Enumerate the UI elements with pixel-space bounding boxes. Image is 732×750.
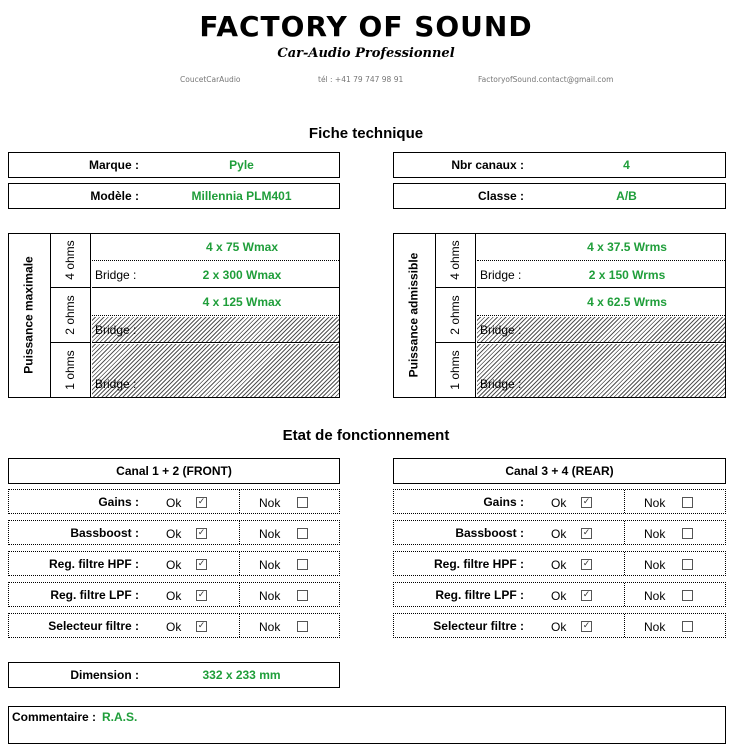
front-ok-checkbox[interactable]: ✓: [197, 559, 206, 569]
classe-value: A/B: [616, 189, 637, 203]
front-nok-label: Nok: [259, 496, 281, 510]
power-max-ohm-column: [51, 234, 91, 397]
power-max-row-4b: [92, 262, 339, 288]
rear-ok-label: Ok: [551, 558, 567, 572]
front-status-label: Selecteur filtre :: [48, 619, 139, 633]
front-status-divider: [239, 521, 240, 544]
front-status-divider: [239, 614, 240, 637]
dimension-box: [8, 662, 340, 688]
commentaire-box[interactable]: [8, 706, 726, 744]
rear-ok-checkbox[interactable]: ✓: [582, 621, 591, 631]
rear-status-divider: [624, 583, 625, 606]
rear-ok-label: Ok: [551, 620, 567, 634]
rear-status-divider: [624, 490, 625, 513]
power-rms-ohm-column: [436, 234, 476, 397]
power-rms-4ohm-value: 4 x 37.5 Wrms: [587, 240, 667, 254]
power-rms-row-4b: [477, 262, 725, 288]
front-status-row: [8, 613, 340, 638]
rear-status-row: [393, 551, 726, 576]
rear-nok-checkbox[interactable]: [682, 497, 693, 508]
power-rms-ohm2: 2 ohms: [448, 295, 462, 335]
front-status-divider: [239, 552, 240, 575]
power-rms-title: Puissance admissible: [406, 252, 421, 378]
power-rms-2ohm-value: 4 x 62.5 Wrms: [587, 295, 667, 309]
front-status-divider: [239, 490, 240, 513]
rear-ok-label: Ok: [551, 496, 567, 510]
front-nok-checkbox[interactable]: [297, 621, 308, 632]
front-nok-checkbox[interactable]: [297, 528, 308, 539]
power-rms-row-1: [477, 344, 725, 397]
power-rms-ohm4: 4 ohms: [448, 240, 462, 280]
modele-value: Millennia PLM401: [191, 189, 292, 203]
rear-status-row: [393, 613, 726, 638]
rear-ok-label: Ok: [551, 589, 567, 603]
power-rms-bridge-label-3: Bridge :: [480, 377, 522, 391]
canaux-value: 4: [623, 158, 630, 172]
front-nok-label: Nok: [259, 589, 281, 603]
front-ok-checkbox[interactable]: ✓: [197, 621, 206, 631]
rear-status-row: [393, 582, 726, 607]
fiche-title: Fiche technique: [308, 125, 424, 142]
front-channel-header: Canal 1 + 2 (FRONT): [8, 458, 340, 484]
power-max-ohm2: 2 ohms: [63, 295, 77, 335]
power-rms-ohm2-cell: [436, 289, 476, 343]
power-rms-row-4a: [477, 234, 725, 261]
rear-nok-checkbox[interactable]: [682, 621, 693, 632]
rear-ok-checkbox[interactable]: ✓: [582, 559, 591, 569]
rear-status-label: Reg. filtre HPF :: [433, 557, 524, 571]
power-rms-ohm1-cell: [436, 344, 476, 397]
front-status-label: Reg. filtre HPF :: [48, 557, 139, 571]
front-ok-label: Ok: [166, 496, 182, 510]
front-nok-label: Nok: [259, 620, 281, 634]
power-max-row-2a: [92, 289, 339, 316]
front-status-row: [8, 489, 340, 514]
rear-nok-checkbox[interactable]: [682, 528, 693, 539]
contact-name: CoucetCarAudio: [180, 75, 241, 84]
rear-status-divider: [624, 552, 625, 575]
rear-ok-checkbox[interactable]: ✓: [582, 497, 591, 507]
rear-nok-checkbox[interactable]: [682, 559, 693, 570]
power-rms-row-2a: [477, 289, 725, 316]
power-max-title: Puissance maximale: [21, 256, 36, 374]
power-max-row-2b: [92, 317, 339, 343]
power-rms-bridge-label: Bridge :: [480, 268, 522, 282]
brand-tagline: Car-Audio Professionnel: [277, 46, 455, 61]
power-max-row-4a: [92, 234, 339, 261]
dimension-label: Dimension :: [70, 668, 139, 682]
power-rms-row-2b: [477, 317, 725, 343]
rear-nok-label: Nok: [644, 527, 666, 541]
front-ok-label: Ok: [166, 558, 182, 572]
marque-label: Marque :: [88, 158, 139, 172]
dimension-value: 332 x 233 mm: [202, 668, 281, 682]
front-status-label: Bassboost :: [70, 526, 139, 540]
front-status-label: Reg. filtre LPF :: [50, 588, 139, 602]
rear-ok-checkbox[interactable]: ✓: [582, 528, 591, 538]
canaux-box: [393, 152, 726, 178]
rear-nok-label: Nok: [644, 558, 666, 572]
rear-status-divider: [624, 521, 625, 544]
modele-label: Modèle :: [90, 189, 139, 203]
rear-status-row: [393, 520, 726, 545]
front-nok-checkbox[interactable]: [297, 559, 308, 570]
front-nok-label: Nok: [259, 527, 281, 541]
front-ok-label: Ok: [166, 620, 182, 634]
power-max-ohm4: 4 ohms: [63, 240, 77, 280]
contact-email: FactoryofSound.contact@gmail.com: [478, 75, 614, 84]
rear-status-label: Reg. filtre LPF :: [435, 588, 524, 602]
power-max-ohm1-cell: [51, 344, 91, 397]
front-ok-label: Ok: [166, 527, 182, 541]
front-ok-checkbox[interactable]: ✓: [197, 528, 206, 538]
front-nok-checkbox[interactable]: [297, 590, 308, 601]
front-nok-label: Nok: [259, 558, 281, 572]
rear-ok-label: Ok: [551, 527, 567, 541]
rear-status-row: [393, 489, 726, 514]
power-rms-bridge-label-2: Bridge :: [480, 323, 522, 337]
marque-box: [8, 152, 340, 178]
rear-ok-checkbox[interactable]: ✓: [582, 590, 591, 600]
rear-status-label: Selecteur filtre :: [433, 619, 524, 633]
rear-nok-label: Nok: [644, 496, 666, 510]
power-max-ohm1: 1 ohms: [63, 350, 77, 390]
front-status-label: Gains :: [98, 495, 139, 509]
front-ok-label: Ok: [166, 589, 182, 603]
classe-label: Classe :: [477, 189, 524, 203]
power-max-2ohm-value: 4 x 125 Wmax: [202, 295, 282, 309]
contact-phone: tél : +41 79 747 98 91: [318, 75, 404, 84]
power-max-4ohm-bridge-value: 2 x 300 Wmax: [202, 268, 282, 282]
power-rms-table: [393, 233, 726, 398]
rear-nok-checkbox[interactable]: [682, 590, 693, 601]
marque-value: Pyle: [229, 158, 254, 172]
power-rms-title-cell: [394, 234, 436, 397]
commentaire-label: Commentaire :: [12, 710, 97, 724]
power-max-title-cell: [9, 234, 51, 397]
rear-status-label: Bassboost :: [455, 526, 524, 540]
power-max-4ohm-value: 4 x 75 Wmax: [205, 240, 279, 254]
classe-box: [393, 183, 726, 209]
power-max-row-1: [92, 344, 339, 397]
front-ok-checkbox[interactable]: ✓: [197, 590, 206, 600]
power-max-bridge-label: Bridge :: [95, 268, 137, 282]
rear-status-divider: [624, 614, 625, 637]
front-status-divider: [239, 583, 240, 606]
front-status-row: [8, 582, 340, 607]
front-status-row: [8, 551, 340, 576]
power-rms-ohm1: 1 ohms: [448, 350, 462, 390]
power-max-table: [8, 233, 340, 398]
power-rms-4ohm-bridge-value: 2 x 150 Wrms: [588, 268, 666, 282]
front-nok-checkbox[interactable]: [297, 497, 308, 508]
rear-nok-label: Nok: [644, 589, 666, 603]
front-ok-checkbox[interactable]: ✓: [197, 497, 206, 507]
brand-title: FACTORY OF SOUND: [199, 10, 533, 43]
power-max-ohm2-cell: [51, 289, 91, 343]
power-rms-ohm4-cell: [436, 234, 476, 288]
commentaire-value: R.A.S.: [102, 710, 138, 724]
canaux-label: Nbr canaux :: [451, 158, 524, 172]
rear-channel-header: Canal 3 + 4 (REAR): [393, 458, 726, 484]
rear-status-label: Gains :: [483, 495, 524, 509]
front-status-row: [8, 520, 340, 545]
etat-title: Etat de fonctionnement: [282, 427, 450, 444]
power-max-bridge-label-3: Bridge :: [95, 377, 137, 391]
power-max-bridge-label-2: Bridge :: [95, 323, 137, 337]
rear-nok-label: Nok: [644, 620, 666, 634]
power-max-ohm4-cell: [51, 234, 91, 288]
modele-box: [8, 183, 340, 209]
